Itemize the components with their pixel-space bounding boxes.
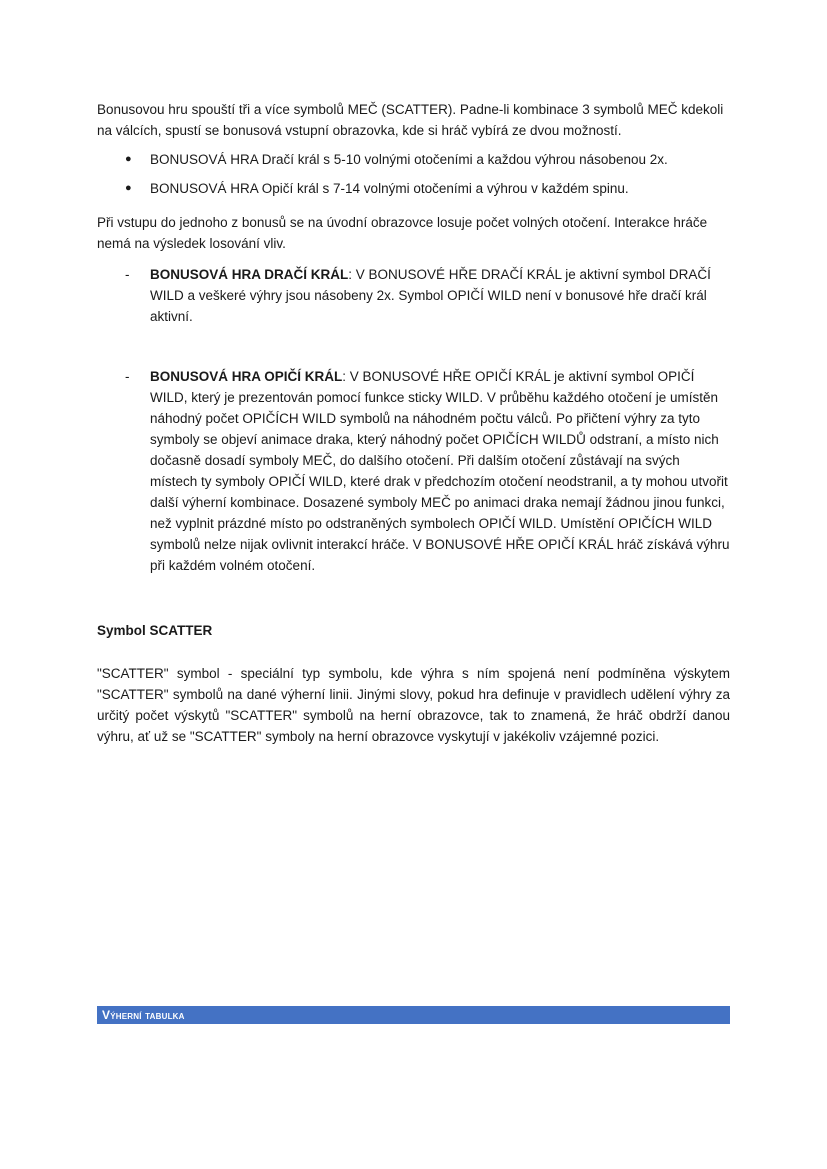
dash-item-text: : V BONUSOVÉ HŘE DRAČÍ KRÁL je aktivní symbol DRAČÍ WILD a veškeré výhry jsou násobeny 2x. Symbol OPIČÍ WILD není v bonusové hře dračí král aktivní.: [150, 267, 711, 324]
section-bar-label: Výherní tabulka: [102, 1008, 185, 1022]
dash-list-item-monkey-king: [97, 366, 730, 576]
bonus-entry-paragraph: Při vstupu do jednoho z bonusů se na úvodní obrazovce losuje počet volných otočení. Interakce hráče nemá na výsledek losování vliv.: [97, 215, 708, 251]
document-content: [97, 99, 730, 747]
section-bar-vyherni-tabulka: [97, 1006, 730, 1024]
list-item-text: BONUSOVÁ HRA Dračí král s 5-10 volnými otočeními a každou výhrou násobenou 2x.: [150, 152, 668, 167]
bullet-icon: ●: [125, 153, 132, 165]
scatter-heading: Symbol SCATTER: [97, 623, 213, 638]
list-item-text: BONUSOVÁ HRA Opičí král s 7-14 volnými otočeními a výhrou v každém spinu.: [150, 181, 629, 196]
scatter-paragraph: "SCATTER" symbol - speciální typ symbolu, kde výhra s ním spojená není podmíněna výskytem "SCATTER" symbolů na dané výherní linii. Jinými slovy, pokud hra definuje v pravidlech udělení výhry za určitý počet výskytů "SCATTER" symbolů na herní obrazovce, tak to znamená, že hráč obdrží danou výhru, ať už se "SCATTER" symboly na herní obrazovce vyskytují v jakékoliv vzájemné pozici.: [97, 666, 730, 744]
dash-icon: -: [125, 369, 130, 384]
list-item: [97, 149, 730, 170]
dash-icon: -: [125, 267, 130, 282]
dash-list-item-dragon-king: [97, 264, 730, 327]
dash-item-lead: BONUSOVÁ HRA OPIČÍ KRÁL: [150, 369, 343, 384]
dash-item-lead: BONUSOVÁ HRA DRAČÍ KRÁL: [150, 267, 349, 282]
intro-paragraph: Bonusovou hru spouští tři a více symbolů MEČ (SCATTER). Padne-li kombinace 3 symbolů MEČ kdekoli na válcích, spustí se bonusová vstupní obrazovka, kde si hráč vybírá ze dvou možností.: [97, 102, 724, 138]
list-item: [97, 178, 730, 199]
dash-item-text: : V BONUSOVÉ HŘE OPIČÍ KRÁL je aktivní symbol OPIČÍ WILD, který je prezentován pomocí funkce sticky WILD. V průběhu každého otočení je umístěn náhodný počet OPIČÍCH WILD symbolů na náhodném počtu válců. Po přičtení výhry za tyto symboly se objeví animace draka, který náhodný počet OPIČÍCH WILDŮ odstraní, a místo nich dočasně dosadí symboly MEČ, do dalšího otočení. Při dalším otočení zůstávají na svých místech ty symboly OPIČÍ WILD, které drak v předchozím otočení neodstranil, a ty mohou utvořit další výherní kombinace. Dosazené symboly MEČ po animaci draka nemají žádnou jinou funkci, než vyplnit prázdné místo po odstraněných symbolech OPIČÍ WILD. Umístění OPIČÍCH WILD symbolů nelze nijak ovlivnit interakcí hráče. V BONUSOVÉ HŘE OPIČÍ KRÁL hráč získává výhru při každém volném otočení.: [150, 369, 730, 573]
bullet-icon: ●: [125, 182, 132, 194]
bonus-options-list: [97, 149, 730, 199]
